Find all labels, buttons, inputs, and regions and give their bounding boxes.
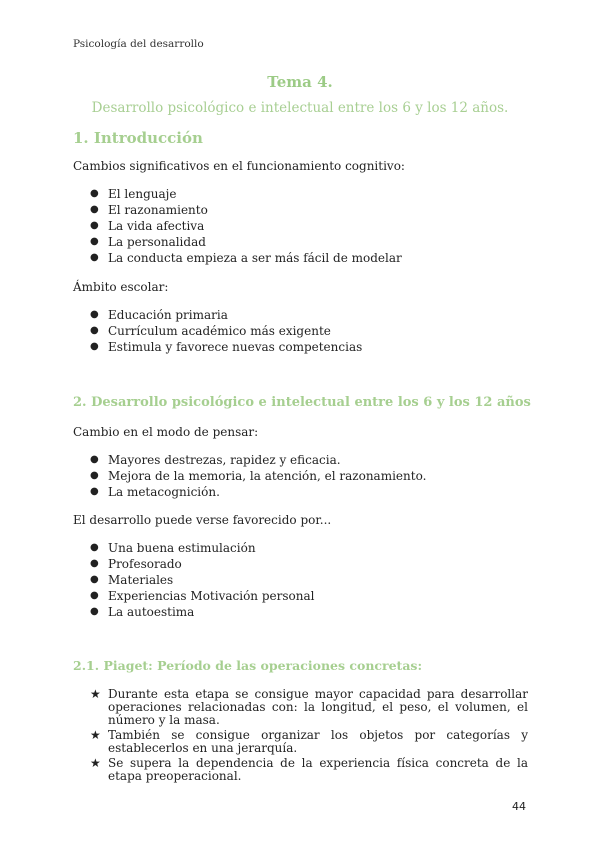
paragraph-thinking-change: Cambio en el modo de pensar: (73, 425, 259, 439)
list-item: ● Profesorado (90, 557, 182, 571)
list-item: ● La metacognición. (90, 485, 220, 499)
section-heading-piaget: 2.1. Piaget: Período de las operaciones concretas: (73, 658, 423, 673)
cognitive-changes-list (90, 186, 402, 266)
list-item: ● El razonamiento (90, 203, 208, 217)
piaget-list (90, 688, 528, 785)
bullet-icon: ● (90, 542, 99, 553)
paragraph-favored-by: El desarrollo puede verse favorecido por... (73, 513, 332, 527)
section-heading-desarrollo: 2. Desarrollo psicológico e intelectual entre los 6 y los 12 años (73, 395, 531, 410)
bullet-icon: ● (90, 236, 99, 247)
bullet-icon: ● (90, 309, 99, 320)
list-item: ● La vida afectiva (90, 219, 205, 233)
list-item: ★ Se supera la dependencia de la experiencia física concreta de la etapa preoperacional. (90, 756, 528, 783)
bullet-icon: ● (90, 188, 99, 199)
list-item: ● Experiencias Motivación personal (90, 589, 315, 603)
bullet-icon: ● (90, 486, 99, 497)
bullet-icon: ● (90, 325, 99, 336)
list-item: ● Mejora de la memoria, la atención, el razonamiento. (90, 469, 427, 483)
favored-by-list (90, 540, 314, 620)
list-item: ● La autoestima (90, 605, 195, 619)
list-item: ● Una buena estimulación (90, 541, 256, 555)
list-item: ● Estimula y favorece nuevas competencias (90, 340, 363, 354)
list-item: ★ Durante esta etapa se consigue mayor capacidad para desarrollar operaciones relacionadas con: la longitud, el peso, el volumen, el número y la masa. (90, 687, 528, 727)
star-icon: ★ (90, 687, 101, 701)
paragraph-cognitive-changes: Cambios significativos en el funcionamiento cognitivo: (73, 159, 405, 173)
chapter-title: Tema 4. (267, 73, 333, 91)
bullet-icon: ● (90, 590, 99, 601)
bullet-icon: ● (90, 574, 99, 585)
list-item: ★ También se consigue organizar los objetos por categorías y establecerlos en una jerarquía. (90, 728, 528, 755)
bullet-icon: ● (90, 470, 99, 481)
bullet-icon: ● (90, 204, 99, 215)
bullet-icon: ● (90, 252, 99, 263)
section-heading-introduccion: 1. Introducción (73, 129, 203, 147)
list-item: ● La conducta empieza a ser más fácil de modelar (90, 251, 402, 265)
thinking-change-list (90, 452, 426, 500)
chapter-subtitle: Desarrollo psicológico e intelectual entre los 6 y los 12 años. (91, 100, 509, 116)
page-number: 44 (512, 800, 526, 813)
list-item: ● Currículum académico más exigente (90, 324, 331, 338)
bullet-icon: ● (90, 558, 99, 569)
list-item: ● Materiales (90, 573, 174, 587)
bullet-icon: ● (90, 341, 99, 352)
bullet-icon: ● (90, 606, 99, 617)
list-item: ● Educación primaria (90, 308, 228, 322)
school-scope-list (90, 307, 362, 355)
list-item: ● La personalidad (90, 235, 206, 249)
running-header: Psicología del desarrollo (73, 38, 204, 50)
list-item: ● Mayores destrezas, rapidez y eficacia. (90, 453, 341, 467)
bullet-icon: ● (90, 220, 99, 231)
star-icon: ★ (90, 728, 101, 742)
list-item: ● El lenguaje (90, 187, 177, 201)
star-icon: ★ (90, 756, 101, 770)
paragraph-school-scope: Ámbito escolar: (73, 280, 169, 294)
bullet-icon: ● (90, 454, 99, 465)
